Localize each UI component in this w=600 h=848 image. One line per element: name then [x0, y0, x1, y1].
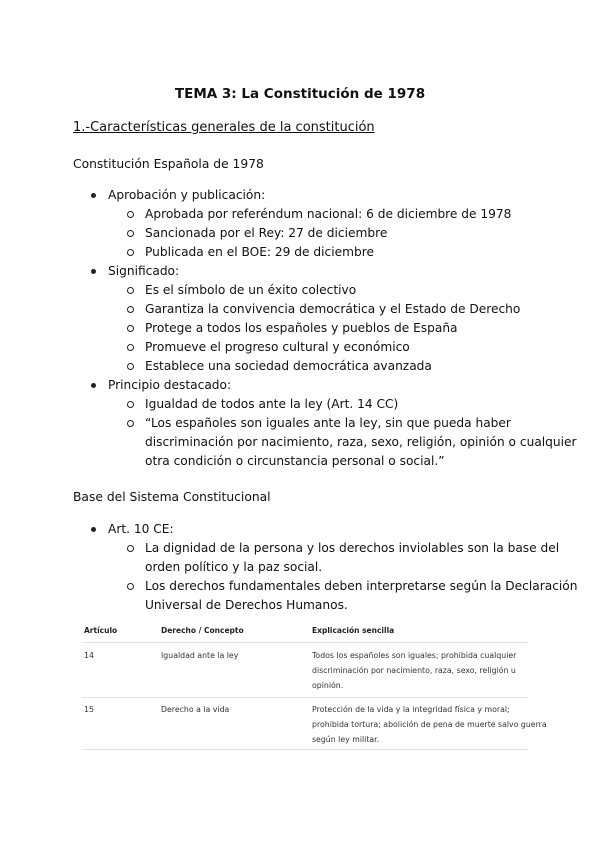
list-item-text: Garantiza la convivencia democrática y el Estado de Derecho: [145, 302, 521, 316]
list-item-text: Promueve el progreso cultural y económico: [145, 340, 410, 354]
bullet-label: Principio destacado:: [108, 378, 232, 392]
list-item-text: Publicada en el BOE: 29 de diciembre: [145, 245, 374, 259]
list-item-text: La dignidad de la persona y los derechos inviolables son la base del: [145, 541, 560, 555]
table-cell-explicacion: discriminación por nacimiento, raza, sexo, religión u: [312, 666, 516, 675]
list-item: [145, 243, 374, 262]
bullet-principio: [108, 376, 231, 395]
table-cell-derecho: Igualdad ante la ley: [161, 651, 239, 660]
bullet-label: Aprobación y publicación:: [108, 188, 266, 202]
table-cell-articulo: 14: [84, 651, 94, 660]
subheading-base: Base del Sistema Constitucional: [73, 490, 271, 504]
list-item: [145, 539, 559, 558]
list-item-text: Igualdad de todos ante la ley (Art. 14 CC): [145, 397, 399, 411]
bullet-aprobacion: [108, 186, 265, 205]
list-item-quote: [145, 414, 511, 433]
bullet-circle: [127, 583, 134, 590]
bullet-label: Art. 10 CE:: [108, 522, 174, 536]
list-item-text: Es el símbolo de un éxito colectivo: [145, 283, 357, 297]
table-divider: [82, 697, 528, 698]
table-cell-explicacion: Protección de la vida y la integridad física y moral;: [312, 705, 510, 714]
list-item-text: Protege a todos los españoles y pueblos de España: [145, 321, 458, 335]
table-divider: [82, 749, 528, 750]
table-cell-explicacion: Todos los españoles son iguales; prohibida cualquier: [312, 651, 517, 660]
list-item: [145, 577, 577, 596]
table-header-articulo: Artículo: [84, 626, 118, 635]
list-item: [145, 338, 410, 357]
bullet-circle: [127, 306, 134, 313]
bullet-circle: [127, 325, 134, 332]
bullet-circle: [127, 545, 134, 552]
list-item-text: Establece una sociedad democrática avanzada: [145, 359, 432, 373]
list-item-text: Los derechos fundamentales deben interpretarse según la Declaración: [145, 579, 578, 593]
bullet-circle: [127, 420, 134, 427]
bullet-dot: [91, 269, 96, 274]
bullet-circle: [127, 344, 134, 351]
section-heading: 1.-Características generales de la constitución: [73, 120, 375, 135]
table-header-derecho: Derecho / Concepto: [161, 626, 244, 635]
bullet-dot: [91, 193, 96, 198]
bullet-label: Significado:: [108, 264, 180, 278]
bullet-circle: [127, 211, 134, 218]
bullet-circle: [127, 249, 134, 256]
bullet-dot: [91, 383, 96, 388]
bullet-circle: [127, 287, 134, 294]
quote-line: discriminación por nacimiento, raza, sexo, religión, opinión o cualquier: [145, 435, 577, 449]
table-cell-explicacion: según ley militar.: [312, 735, 380, 744]
list-item: [145, 395, 398, 414]
bullet-circle: [127, 401, 134, 408]
table-cell-articulo: 15: [84, 705, 94, 714]
bullet-circle: [127, 230, 134, 237]
subheading-constitucion: Constitución Española de 1978: [73, 157, 264, 171]
table-cell-derecho: Derecho a la vida: [161, 705, 230, 714]
bullet-dot: [91, 527, 96, 532]
list-item-text: Sancionada por el Rey: 27 de diciembre: [145, 226, 388, 240]
list-item: [145, 224, 387, 243]
document-title: TEMA 3: La Constitución de 1978: [174, 86, 426, 102]
list-item-text: Universal de Derechos Humanos.: [145, 598, 348, 612]
list-item-text: orden político y la paz social.: [145, 560, 323, 574]
table-divider: [82, 642, 528, 643]
table-cell-explicacion: prohibida tortura; abolición de pena de muerte salvo guerra: [312, 720, 547, 729]
list-item-text: Aprobada por referéndum nacional: 6 de diciembre de 1978: [145, 207, 512, 221]
table-header-explicacion: Explicación sencilla: [312, 626, 395, 635]
list-item: [145, 319, 458, 338]
bullet-art10: [108, 520, 174, 539]
quote-line: otra condición o circunstancia personal o social.”: [145, 454, 445, 468]
list-item: [145, 205, 511, 224]
list-item: [145, 357, 432, 376]
quote-line: “Los españoles son iguales ante la ley, sin que pueda haber: [145, 416, 511, 430]
list-item: [145, 300, 520, 319]
list-item: [145, 281, 356, 300]
bullet-circle: [127, 363, 134, 370]
bullet-significado: [108, 262, 179, 281]
table-cell-explicacion: opinión.: [312, 681, 344, 690]
